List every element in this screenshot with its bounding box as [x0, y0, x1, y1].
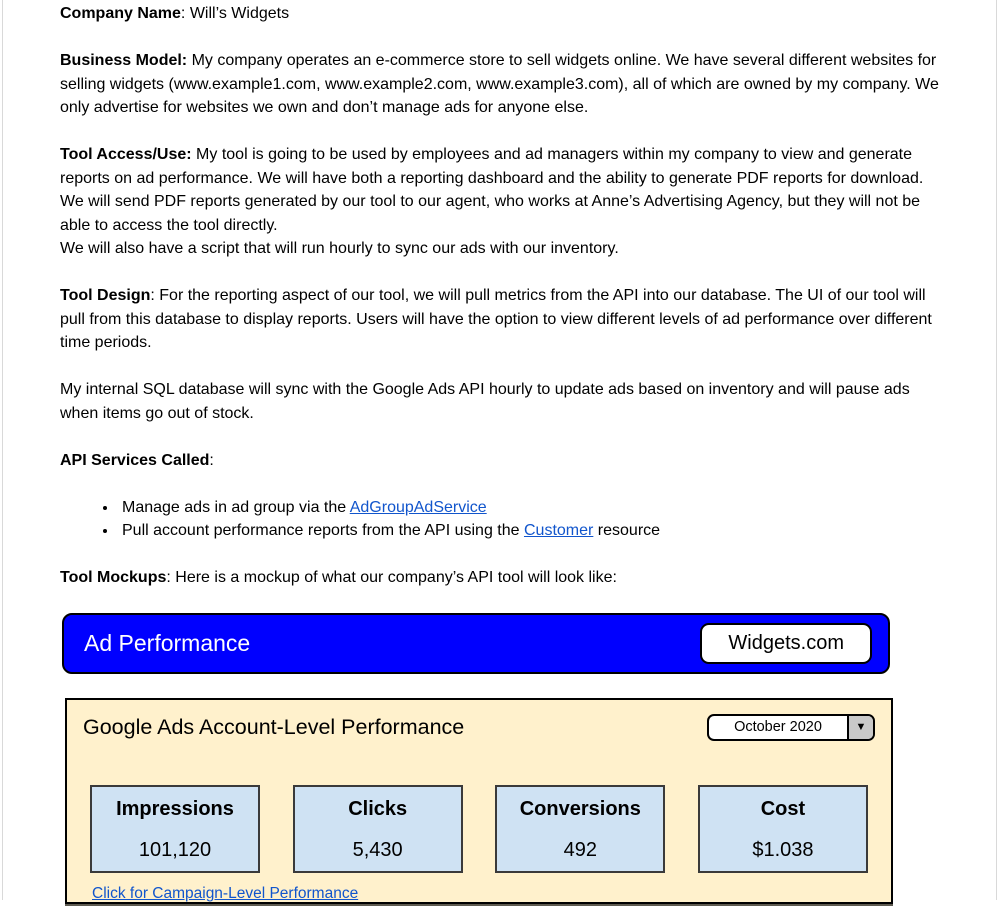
business-model-label: Business Model:	[60, 52, 188, 69]
business-model-paragraph	[60, 49, 940, 120]
metric-value: 5,430	[352, 838, 403, 861]
list-item	[118, 496, 940, 520]
panel-header-row	[83, 714, 875, 741]
tool-design-paragraph	[60, 284, 940, 355]
api-services-list	[60, 496, 940, 543]
metric-card-impressions	[90, 785, 260, 873]
widgets-site-button[interactable]: Widgets.com	[700, 623, 872, 664]
bullet-text: Manage ads in ad group via the	[122, 498, 350, 516]
document-body	[60, 2, 940, 904]
tool-access-label: Tool Access/Use:	[60, 146, 192, 163]
tool-mockups-paragraph	[60, 566, 940, 590]
sql-sync-paragraph	[60, 378, 940, 425]
customer-link[interactable]: Customer	[523, 522, 594, 539]
tool-design-label: Tool Design	[60, 287, 151, 304]
tool-mockups-label: Tool Mockups	[60, 569, 167, 586]
campaign-level-link[interactable]: Click for Campaign-Level Performance	[92, 885, 359, 902]
company-name-value: : Will’s Widgets	[180, 5, 290, 22]
tool-design-text: : For the reporting aspect of our tool, we will pull metrics from the API into our database. The UI of our tool will pull from this database to display reports. Users will have the option to view different levels of ad performance over different time periods.	[60, 287, 932, 351]
metric-card-cost	[698, 785, 868, 873]
metric-label: Impressions	[116, 798, 234, 820]
metric-value: 492	[563, 838, 597, 861]
page-edge-right	[996, 0, 997, 900]
business-model-text: My company operates an e-commerce store to sell widgets online. We have several different websites for selling widgets (www.example1.com, www.example2.com, www.example3.com), all of which are owned by my company. We only advertise for websites we own and don’t manage ads for anyone else.	[60, 52, 939, 116]
period-dropdown[interactable]	[707, 714, 875, 741]
api-services-heading	[60, 449, 940, 473]
metric-value: 101,120	[138, 838, 212, 861]
metric-label: Clicks	[348, 798, 408, 820]
tool-access-text: My tool is going to be used by employees and ad managers within my company to view and generate reports on ad performance. We will have both a reporting dashboard and the ability to generate PDF reports for download. We will send PDF reports generated by our tool to our agent, who works at Anne’s Advertising Agency, but they will not be able to access the tool directly.	[60, 146, 924, 234]
sql-sync-text: My internal SQL database will sync with the Google Ads API hourly to update ads based on inventory and will pause ads when items go out of stock.	[60, 381, 910, 422]
panel-title: Google Ads Account-Level Performance	[83, 714, 465, 739]
period-dropdown-value: October 2020	[734, 718, 822, 735]
metric-card-conversions	[495, 785, 665, 873]
api-services-colon: :	[209, 451, 214, 469]
mockup-header-bar	[62, 613, 890, 674]
tool-mockups-text: : Here is a mockup of what our company’s API tool will look like:	[166, 569, 617, 586]
list-item	[118, 519, 940, 543]
metric-cards-row	[83, 785, 875, 873]
company-name-line	[60, 2, 940, 26]
adgroupadservice-link[interactable]: AdGroupAdService	[349, 498, 487, 516]
chevron-down-icon[interactable]: ▼	[847, 716, 873, 739]
metric-card-clicks	[293, 785, 463, 873]
tool-access-paragraph	[60, 143, 940, 261]
mockup-title: Ad Performance	[84, 629, 251, 656]
metric-value: $1.038	[752, 838, 814, 861]
company-name-label: Company Name	[60, 5, 181, 22]
page-edge-left	[2, 0, 3, 900]
tool-access-note: We will also have a script that will run hourly to sync our ads with our inventory.	[60, 240, 619, 257]
bullet-text: Pull account performance reports from the API using the	[122, 522, 524, 539]
account-performance-panel	[65, 698, 893, 904]
bullet-text: resource	[593, 522, 661, 539]
metric-label: Cost	[760, 798, 806, 820]
api-services-label: API Services Called	[60, 451, 210, 469]
metric-label: Conversions	[519, 798, 641, 820]
